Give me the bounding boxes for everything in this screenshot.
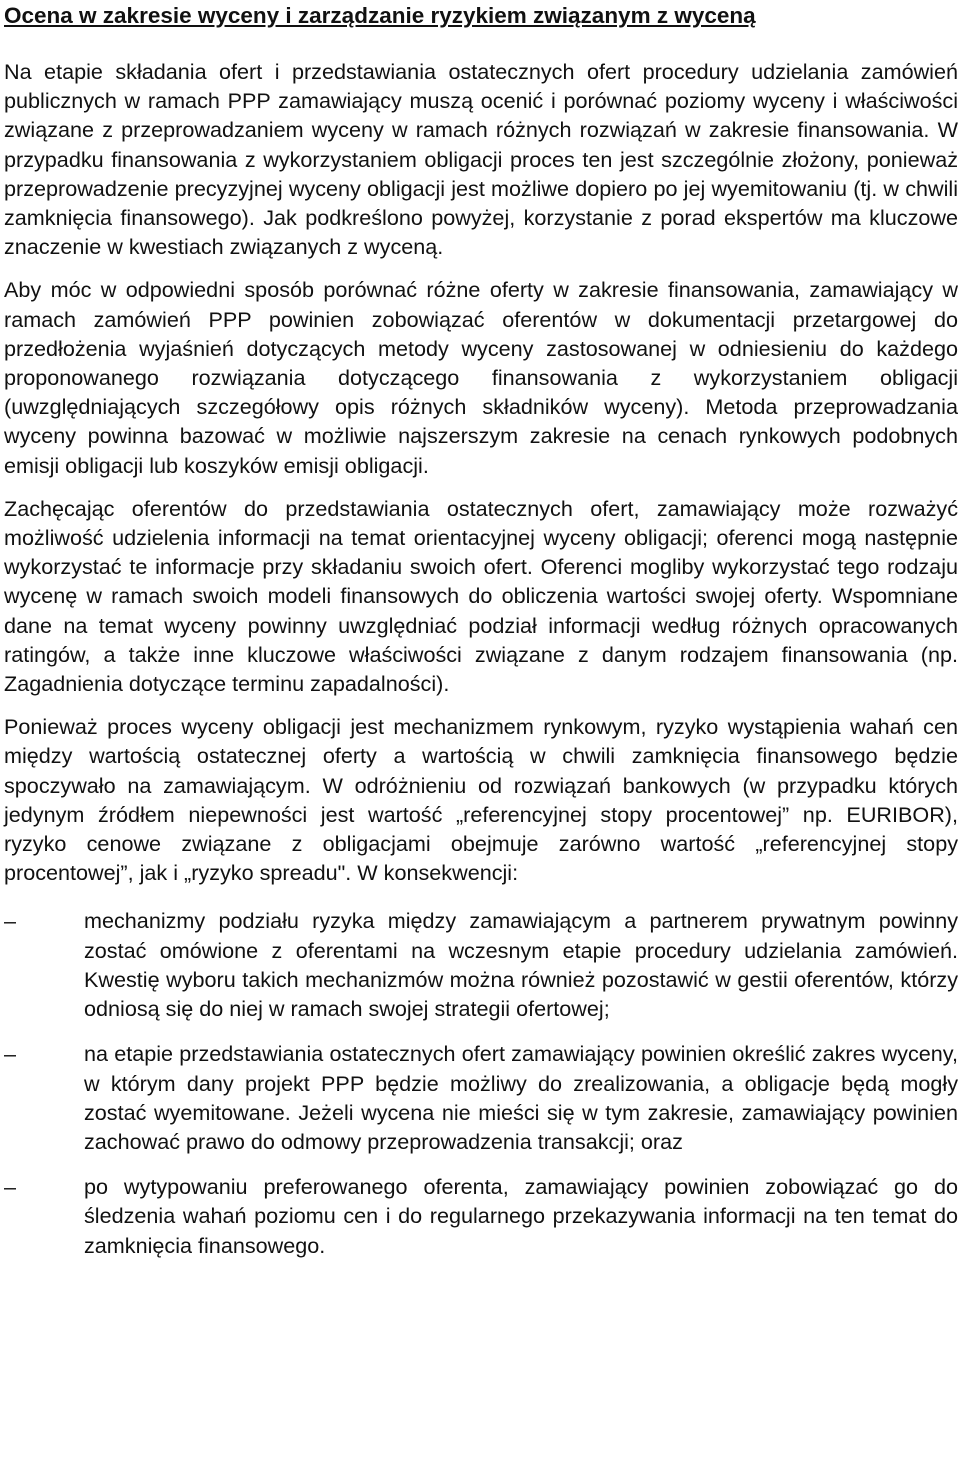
paragraph-price-risk: Ponieważ proces wyceny obligacji jest mechanizmem rynkowym, ryzyko wystąpienia wahań cen między wartością ostatecznej oferty a wartością w chwili zamknięcia finansowego będzie spoczywało na zamawiającym. W odróżnieniu od rozwiązań bankowych (w przypadku których jedynym źródłem niepewności jest wartość „referencyjnej stopy procentowej” np. EURIBOR), ryzyko cenowe związane z obligacjami obejmuje zarówno wartość „referencyjnej stopy procentowej”, jak i „ryzyko spreadu". W konsekwencji:: [4, 714, 958, 886]
paragraph-indicative-valuation: Zachęcając oferentów do przedstawiania ostatecznych ofert, zamawiający może rozważyć możliwość udzielenia informacji na temat orientacyjnej wyceny obligacji; oferenci mogą następnie wykorzystać te informacje przy składaniu swoich ofert. Oferenci mogliby wykorzystać tego rodzaju wycenę w ramach swoich modeli finansowych do obliczenia wartości swojej oferty. Wspomniane dane na temat wyceny powinny uwzględniać podział informacji według różnych opracowanych ratingów, a także inne kluczowe właściwości związane z danym rodzajem finansowania (np. Zagadnienia dotyczące terminu zapadalności).: [4, 495, 958, 697]
document-title: Ocena w zakresie wyceny i zarządzanie ryzykiem związanym z wyceną: [4, 3, 756, 28]
paragraph-comparing-offers: Aby móc w odpowiedni sposób porównać różne oferty w zakresie finansowania, zamawiający w ramach zamówień PPP powinien zobowiązać oferentów w dokumentacji przetargowej do przedłożenia wyjaśnień dotyczących metody wyceny zastosowanej w odniesieniu do każdego proponowanego rozwiązania dotyczącego finansowania z wykorzystaniem obligacji (uwzględniających szczegółowy opis różnych składników wyceny). Metoda przeprowadzania wyceny powinna bazować w możliwie najszerszym zakresie na cenach rynkowych podobnych emisji obligacji lub koszyków emisji obligacji.: [4, 277, 958, 478]
list-item-text: po wytypowaniu preferowanego oferenta, zamawiający powinien zobowiązać go do śledzenia wahań poziomu cen i do regularnego przekazywania informacji na ten temat do zamknięcia finansowego.: [84, 1174, 958, 1258]
list-item: [4, 906, 958, 1023]
list-item-text: mechanizmy podziału ryzyka między zamawiającym a partnerem prywatnym powinny zostać omówione z oferentami na wczesnym etapie procedury udzielania zamówień. Kwestię wyboru takich mechanizmów można również pozostawić w gestii oferentów, którzy odniosą się do niej w ramach swojej strategii ofertowej;: [84, 908, 958, 1022]
dash-bullet: –: [4, 908, 17, 934]
dash-bullet: –: [4, 1174, 17, 1200]
dash-bullet: –: [4, 1041, 17, 1067]
list-item: [4, 1039, 958, 1156]
list-item-text: na etapie przedstawiania ostatecznych ofert zamawiający powinien określić zakres wyceny, w którym dany projekt PPP będzie możliwy do zrealizowania, a obligacje będą mogły zostać wyemitowane. Jeżeli wycena nie mieści się w tym zakresie, zamawiający powinien zachować prawo do odmowy przeprowadzenia transakcji; oraz: [84, 1041, 958, 1154]
document-page: [4, 2, 958, 1276]
list-item: [4, 1172, 958, 1260]
paragraph-valuation-assessment: Na etapie składania ofert i przedstawiania ostatecznych ofert procedury udzielania zamówień publicznych w ramach PPP zamawiający muszą ocenić i porównać poziomy wyceny i właściwości związane z przeprowadzaniem wyceny w ramach różnych rozwiązań w zakresie finansowania. W przypadku finansowania z wykorzystaniem obligacji proces ten jest szczególnie złożony, ponieważ przeprowadzenie precyzyjnej wyceny obligacji jest możliwe dopiero po jej wyemitowaniu (tj. w chwili zamknięcia finansowego). Jak podkreślono powyżej, korzystanie z porad ekspertów ma kluczowe znaczenie w kwestiach związanych z wyceną.: [4, 59, 958, 260]
consequences-list: [4, 906, 958, 1259]
